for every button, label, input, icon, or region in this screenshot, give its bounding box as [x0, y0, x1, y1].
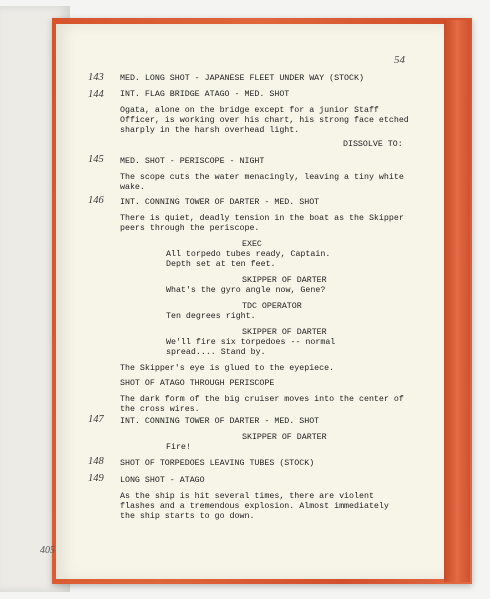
action-line: the ship starts to go down.	[120, 512, 255, 521]
scene-number: 145	[88, 154, 104, 165]
dialogue-line: Depth set at ten feet.	[166, 260, 276, 269]
dialogue-line: spread.... Stand by.	[166, 348, 266, 357]
action-line: the cross wires.	[120, 405, 200, 414]
transition: DISSOLVE TO:	[343, 140, 403, 149]
action-line: wake.	[120, 183, 145, 192]
dialogue-line: Fire!	[166, 443, 191, 452]
dialogue-line: We'll fire six torpedoes -- normal	[166, 338, 336, 347]
action-line: Ogata, alone on the bridge except for a junior Staff	[120, 106, 379, 115]
scene-heading: SHOT OF ATAGO THROUGH PERISCOPE	[120, 379, 275, 388]
scene-number: 149	[88, 473, 104, 484]
scene-number: 143	[88, 72, 104, 83]
scene-number: 144	[88, 89, 104, 100]
scene-heading: INT. CONNING TOWER OF DARTER - MED. SHOT	[120, 198, 320, 207]
character-name: SKIPPER OF DARTER	[242, 328, 327, 337]
scene-heading: MED. SHOT - PERISCOPE - NIGHT	[120, 157, 265, 166]
action-line: As the ship is hit several times, there are violent	[120, 492, 374, 501]
action-line: flashes and a tremendous explosion. Almost immediately	[120, 502, 389, 511]
scene-heading: SHOT OF TORPEDOES LEAVING TUBES (STOCK)	[120, 459, 315, 468]
character-name: TDC OPERATOR	[242, 302, 302, 311]
page-number: 54	[394, 54, 405, 66]
scene-heading: MED. LONG SHOT - JAPANESE FLEET UNDER WAY (STOCK)	[120, 74, 364, 83]
scene-heading: LONG SHOT - ATAGO	[120, 476, 205, 485]
script-page	[56, 24, 444, 579]
scene-heading: INT. CONNING TOWER OF DARTER - MED. SHOT	[120, 417, 320, 426]
cover-fold	[444, 20, 470, 582]
scene-number: 146	[88, 195, 104, 206]
dialogue-line: All torpedo tubes ready, Captain.	[166, 250, 331, 259]
action-line: The Skipper's eye is glued to the eyepiece.	[120, 364, 335, 373]
character-name: SKIPPER OF DARTER	[242, 276, 327, 285]
character-name: EXEC	[242, 240, 262, 249]
action-line: The scope cuts the water menacingly, leaving a tiny white	[120, 173, 404, 182]
footer-number: 405	[40, 545, 55, 556]
action-line: The dark form of the big cruiser moves into the center of	[120, 395, 404, 404]
scene-heading: INT. FLAG BRIDGE ATAGO - MED. SHOT	[120, 90, 290, 99]
action-line: sharply in the harsh overhead light.	[120, 126, 300, 135]
scene-number: 147	[88, 414, 104, 425]
action-line: Officer, is working over his chart, his strong face etched	[120, 116, 409, 125]
action-line: peers through the periscope.	[120, 224, 260, 233]
action-line: There is quiet, deadly tension in the boat as the Skipper	[120, 214, 404, 223]
scene-number: 148	[88, 456, 104, 467]
dialogue-line: Ten degrees right.	[166, 312, 256, 321]
dialogue-line: What's the gyro angle now, Gene?	[166, 286, 326, 295]
character-name: SKIPPER OF DARTER	[242, 433, 327, 442]
